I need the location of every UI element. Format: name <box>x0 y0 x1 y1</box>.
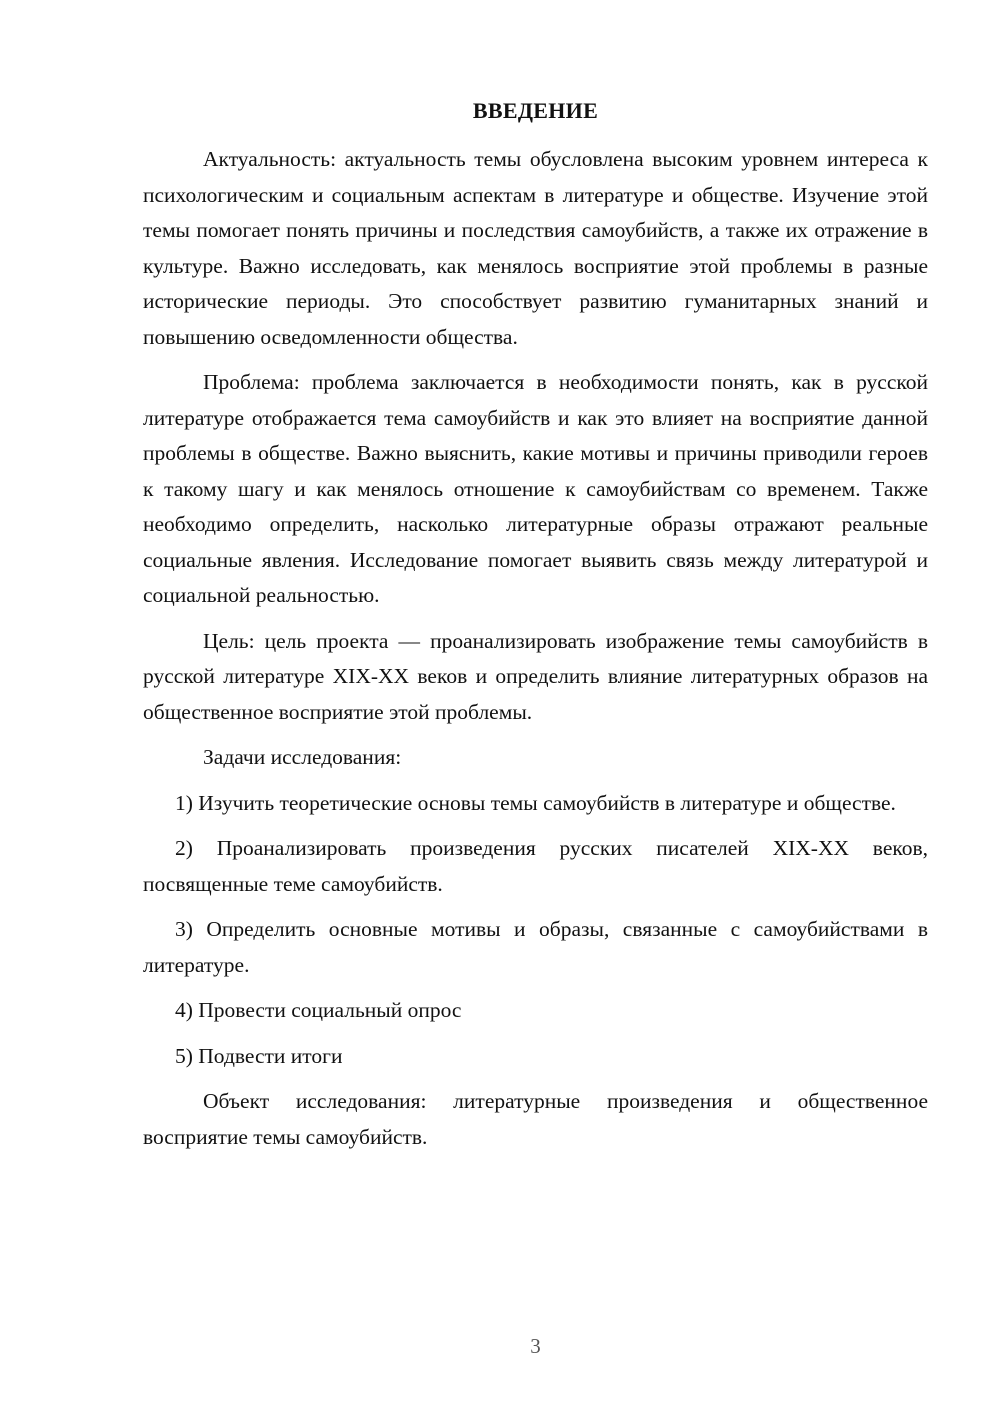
task-item-3: 3) Определить основные мотивы и образы, связанные с самоубийствами в литературе. <box>143 917 928 977</box>
research-object-paragraph: Объект исследования: литературные произведения и общественное восприятие темы самоубийств. <box>143 1089 928 1149</box>
tasks-heading: Задачи исследования: <box>203 745 402 769</box>
task-item-2: 2) Проанализировать произведения русских писателей XIX-XX веков, посвященные теме самоубийств. <box>143 836 928 896</box>
task-item-5: 5) Подвести итоги <box>175 1043 343 1068</box>
page-number: 3 <box>530 1334 541 1358</box>
document-page <box>143 0 928 1414</box>
body-text <box>143 142 928 1165</box>
problem-paragraph: Проблема: проблема заключается в необходимости понять, как в русской литературе отображается тема самоубийств и как это влияет на восприятие данной проблемы в обществе. Важно выяснить, какие мотивы и причины приводили героев к такому шагу и как менялось отношение к самоубийствам со временем. Также необходимо определить, насколько литературные образы отражают реальные социальные явления. Исследование помогает выявить связь между литературой и социальной реальностью. <box>143 370 928 607</box>
task-item-4: 4) Провести социальный опрос <box>175 998 462 1022</box>
relevance-paragraph: Актуальность: актуальность темы обусловлена высоким уровнем интереса к психологическим и социальным аспектам в литературе и обществе. Изучение этой темы помогает понять причины и последствия самоубийств, а также их отражение в культуре. Важно исследовать, как менялось восприятие этой проблемы в разные исторические периоды. Это способствует развитию гуманитарных знаний и повышению осведомленности общества. <box>143 147 928 349</box>
section-heading: ВВЕДЕНИЕ <box>472 98 599 123</box>
goal-paragraph: Цель: цель проекта — проанализировать изображение темы самоубийств в русской литературе XIX-XX веков и определить влияние литературных образов на общественное восприятие этой проблемы. <box>143 628 928 724</box>
task-item-1: 1) Изучить теоретические основы темы самоубийств в литературе и обществе. <box>175 790 896 815</box>
